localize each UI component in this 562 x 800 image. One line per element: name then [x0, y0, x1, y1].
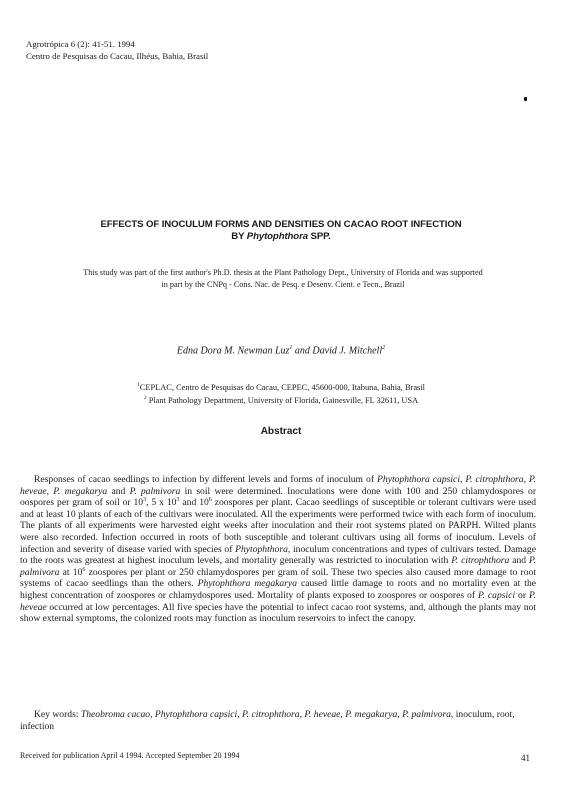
abstract-body [20, 474, 536, 625]
abstract-text: Responses of cacao seedlings to infection by different levels and forms of inoculum of [34, 474, 378, 485]
affiliation-1-mark: 1 [137, 382, 140, 388]
journal-header [26, 39, 208, 62]
thesis-note-line-2: in part by the CNPq - Cons. Nac. de Pesq. e Desenv. Cient. e Tecn., Brazil [161, 280, 405, 289]
abstract-text: and [107, 485, 130, 497]
abstract-heading: Abstract [260, 426, 302, 437]
affiliation-1-text: CEPLAC, Centro de Pesquisas do Cacau, CEPEC, 45600-000, Itabuna, Bahia, Brasil [139, 382, 425, 392]
exponent: 6 [208, 497, 212, 503]
keywords [20, 709, 536, 732]
affiliations [0, 380, 562, 406]
title-spp: SPP. [310, 231, 331, 242]
journal-citation: Agrotrópica 6 (2): 41-51. 1994 [26, 39, 135, 49]
author-1: Edna Dora M. Newman Luz [176, 345, 290, 357]
species-name: Phytophthora capsici, P. citrophthora, P. heveae, P. megakarya [20, 474, 536, 497]
title-line-1: EFFECTS OF INOCULUM FORMS AND DENSITIES ON CACAO ROOT INFECTION [100, 219, 462, 230]
abstract-text: at 10 [59, 566, 83, 578]
abstract-text: in soil were determined. Inoculations were done with 100 and 250 chlamydospores or oospores per gram of soil or 10 [20, 485, 537, 509]
species-name: P. palmivora [129, 485, 181, 497]
species-name: P. citrophthora [451, 555, 510, 567]
abstract-text: and [509, 555, 529, 567]
author-1-mark: 1 [289, 345, 293, 351]
title-line-2 [0, 231, 562, 243]
affiliation-2 [0, 393, 562, 406]
author-2: David J. Mitchell [312, 345, 383, 357]
abstract-text: zoospores per plant. Cacao seedlings of susceptible or tolerant cultivars were used and at least 10 plants of each of the cultivars were inoculated. All the experiments were performed twice with each form of inoculum. The plants of all experiments were harvested eight weeks after inoculation and their root systems plated on PARPH. Wilted plants were also recorded. Infection occurred in roots of both susceptible and tolerant cultivars using all forms of inoculum. Levels of infection and severity of disease varied with species of [20, 497, 537, 555]
affiliation-2-mark: 2 [143, 394, 147, 401]
author-2-mark: 2 [382, 345, 386, 351]
abstract-text: or [515, 589, 529, 601]
species-name: Phytophthora, [235, 543, 291, 555]
title-genus: Phytophthora [246, 231, 308, 242]
species-name: P. palmivora [20, 555, 536, 578]
thesis-note [48, 267, 518, 291]
affiliation-1 [0, 380, 562, 393]
thesis-note-line-1: This study was part of the first author's Ph.D. thesis at the Plant Pathology Dept., University of Florida and was supported [83, 268, 483, 277]
exponent: 3 [176, 497, 180, 503]
author-list [0, 345, 562, 356]
species-name: P. heveae [20, 589, 536, 613]
keywords-rest: inoculum, root, infection [20, 709, 515, 732]
paper-title [0, 219, 562, 243]
ink-dot [524, 97, 527, 101]
species-name: P. capsici [477, 589, 516, 601]
abstract-text: , 5 x 10 [146, 497, 177, 509]
exponent: 3 [143, 497, 147, 503]
journal-publisher: Centro de Pesquisas do Cacau, Ilhéus, Bahia, Brasil [26, 50, 209, 61]
abstract-text: zoospores per plant or 250 chlamydospores per gram of soil. These two species also caused more damage to root systems of cacao seedlings than the others. [20, 566, 536, 590]
abstract-text: inoculum concentrations and types of cultivars tested. Damage to the roots was greatest at highest inoculum levels, and mortality generally was restricted to inoculation with [20, 543, 536, 567]
author-joiner: and [294, 345, 310, 357]
title-by: BY [231, 231, 245, 242]
page-number: 41 [521, 753, 530, 763]
keywords-species: Theobroma cacao, Phytophthora capsici, P. citrophthora, P. heveae, P. megakarya, P. palmivora, [80, 709, 454, 720]
exponent: 6 [82, 566, 86, 573]
species-name: Phytophthora megakarya [197, 578, 297, 590]
abstract-text: and 10 [179, 497, 209, 509]
keywords-label: Key words: [34, 709, 81, 720]
abstract-text: caused little damage to roots and no mortality even at the highest concentration of zoospores or chlamydospores used. Mortality of plants exposed to zoospores or oospores of [20, 578, 537, 601]
received-date: Received for publication April 4 1994. Accepted September 20 1994 [20, 751, 240, 760]
abstract-text: occurred at low percentages. All five species have the potential to infect cacao root systems, and, although the plants may not show external symptoms, the colonized roots may function as inoculum reservoirs to infect the canopy. [20, 601, 536, 625]
affiliation-2-text: Plant Pathology Department, University of Florida, Gainesville, FL 32611, USA [148, 395, 419, 405]
